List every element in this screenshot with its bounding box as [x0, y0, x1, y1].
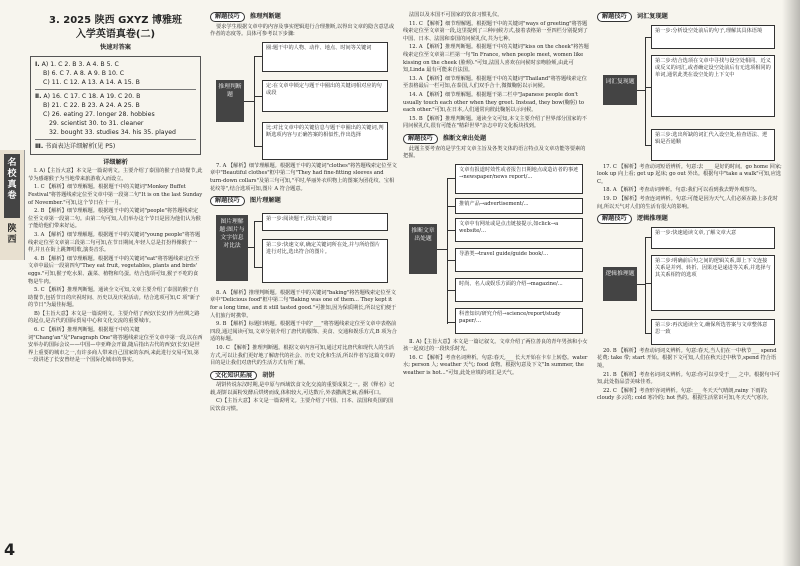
diagram-step-box: 第三步:再次通读全文,确保所选答案与文章整体意思一致: [651, 319, 775, 345]
paragraph: 要求学生根据文章中的内容及事实逻辑进行合理推断,以得出文章的隐含意思或作者的态度等。具体可参考以下步骤:: [210, 23, 395, 38]
paragraph: 13. A 【解析】细节理解题。根据题干中的关键词"Thailand"将答题线索定位至表格最后一栏可知,在泰国,人们双手合十,微微鞠躬以示问候。: [403, 75, 587, 90]
connector: [447, 230, 455, 231]
paragraph: 20. B 【解析】考查动词词义辨析。句意:春天,当人们在一中秋节___ spend 花费; take 带; start 开始。根据下文可知,人们在秋天过中秋节,spend 符合语境。: [597, 347, 777, 369]
divider: [35, 139, 196, 140]
paragraph: 17. C 【解析】考查动词短语辨析。句意:去 ___ 是好的时间。go home 回家; look up 向上看; get up 起床; go out 外出。根据句中"take a walk"可知,应选 C。: [597, 163, 782, 185]
paragraph: 2. B 【解析】细节理解题。根据题干中的关键词"people"将答题线索定位至文章第一段第二句。由第二句可知,人们举办这个节日是因为他们认为猴子能给他们带来好运。: [28, 208, 201, 230]
connector: [254, 146, 262, 147]
paragraph: C)【主旨大意】本文是一篇说明文。主要介绍了中国、日本、法国和英国的国民饮食习惯。: [210, 398, 394, 413]
paragraph: Ⅰ. A)【主旨大意】本文是一篇说明文。主要介绍了泰国的猴子自助餐节,此节为感谢猴子为当地带来旅游收入而设立。: [28, 168, 203, 182]
technique-heading: [403, 134, 590, 144]
connector: [447, 290, 455, 291]
diagram-step-box: 文章中有网址或是点击链接提示,如click→a website/...: [455, 218, 583, 242]
column-4: [597, 0, 782, 404]
diagram-step-box: 比:对比文章中的关键信息与题干中圈出的关键词,判断选项内容与正确答案的相似性,作出选择: [262, 122, 388, 160]
technique-badge: 解题技巧: [597, 12, 632, 22]
flow-diagram-logic: [597, 227, 782, 345]
connector: [447, 260, 455, 261]
paragraph: 此题主要考查的是学生对文章主旨及各类文体的语言特点及文章功能等要素的把握。: [403, 145, 586, 160]
diagram-step-box: 第二步:结合选项在文章中寻找与设空处相同、近义或反义的词汇,或者确定设空处前后有无选项相同的单词,通常此类在设空处的上下文中: [651, 55, 775, 117]
paragraph: 18. A 【解析】考查动词辨析。句意:我们可以看到我去野外观察鸟。: [603, 187, 761, 194]
answer-row: A) 16. C 17. C 18. A 19. C 20. B: [43, 92, 141, 100]
connector: [437, 249, 447, 250]
diagram-step-box: 第二步:明确前后句之间的逻辑关系,即上下文连接关系是并列、转折、因果还是递进等关系,并选择与其关系相符的选项: [651, 255, 775, 311]
technique-badge: 解题技巧: [210, 12, 245, 22]
connector: [248, 247, 254, 248]
connector: [637, 284, 645, 285]
paragraph: 法国以及本国不可国家的饮食习惯礼仪。: [409, 12, 503, 18]
diagram-step-box: 第一步:阅读题干,找出关键词: [262, 213, 388, 231]
technique-title: 词汇复现题: [636, 13, 668, 20]
connector: [447, 178, 455, 179]
technique-heading: [210, 371, 397, 381]
connector: [447, 178, 448, 324]
diagram-step-box: 第一步:分析设空处前后的句子,理解其具体语境: [651, 25, 775, 49]
connector: [254, 96, 262, 97]
column-1: [28, 0, 203, 366]
paragraph: 15. B 【解析】推理判断题。通读全文可知,本文主要介绍了世界部分国家的不同问候礼仪,很有可能在"精彩世界"杂志中的文化板块找到。: [403, 115, 587, 130]
connector: [244, 101, 254, 102]
paragraph: 1. C 【解析】细节理解题。根据题干中的关键词"Monkey Buffet Festival"将答题线索定位至文章中第一段第二句"It is on the last Sunday of November."可知,这个节日在十一月。: [28, 184, 203, 206]
paragraph: Ⅱ. A)【主旨大意】本文是一篇记叙文。文章介绍了两位善良的青年男孩和小女孩一起度过的一段快乐时光。: [403, 338, 588, 353]
answer-row: 29. scientist 30. to 31. cleaner: [49, 119, 144, 127]
answer-row: C) 11. C 12. A 13. A 14. A 15. B: [43, 78, 140, 86]
column-2: [210, 0, 397, 415]
diagram-step-box: 定:在文章中锁定与题干中圈出的关键词相对应的句或段: [262, 80, 388, 112]
connector: [254, 267, 262, 268]
diagram-step-box: 文章有报道时效性或者报告日期地点或造访者的事迹→newspaper/news report/...: [455, 164, 583, 194]
technique-badge: 解题技巧: [210, 196, 245, 206]
technique-title: 推理判断题: [249, 13, 281, 20]
page-edge-shadow: [782, 0, 800, 566]
diagram-step-box: 第二步:快速文章,确定关键词所在处,并与所给图片进行对比,选出符合的图片。: [262, 239, 388, 283]
paragraph: 3. A 【解析】细节理解题。根据题干中的关键词"young people"将答题线索定位至文章第三段第二句可知,在节日期间,年轻人总是打扮得像猴子一样,并且在街上跳舞唱歌,演奏音乐。: [28, 231, 201, 254]
flow-diagram-inference: [210, 42, 397, 160]
paragraph: 16. C 【解析】考查名词辨析。句意:春天,___ 长大开始在卡车上转悠。water 水; person 人; weather 天气; food 食物。根据句意及下文"In summer, the weather is hot..."可知,此处应填的词汇是天气。: [403, 354, 588, 377]
answer-row: A) 1. C 2. B 3. A 4. B 5. C: [41, 60, 119, 68]
paragraph: 胡饼传说东汉时期,是中原与西域饮食文化交流的重要成果之一。据《释名》记载,胡饼以面粉发酵后烘烤而成,体积较大,可达数斤,外表撒满芝麻,香酥可口。: [210, 382, 395, 396]
connector: [254, 221, 255, 267]
paragraph: 5. C 【解析】推理判断题。通读全文可知,文章主要介绍了泰国的猴子自助餐节,包括节日的庆祝时间、历史以及庆祝活动。结合选项可知,C 项"新子的节日"为最佳标题。: [28, 287, 201, 309]
connector: [254, 221, 262, 222]
flow-diagram-picture: [210, 209, 397, 287]
technique-heading: [597, 12, 782, 22]
paragraph: 21. B 【解析】考查名词词义辨析。句意:你可以享受于___ 之中。根据句中可知,此处指品尝美味佳肴。: [597, 371, 780, 386]
flow-diagram-source: [403, 164, 590, 336]
technique-heading: [597, 214, 782, 224]
paragraph: 6. C 【解析】推理判断题。根据题干中的关键词"Chang'an"及"Paragraph One"将答题线索定位至文章中第一段,以在西安举办的国际会议——中国—中亚峰会开篇,随后指出古代的西安(长安)是世界上重要的城市之一,有许多商人带来自己国家的东西,来此进行交易可知,第一段讲述了长安曾经是一个国际化城市的事实。: [28, 327, 203, 364]
answer-row: B) 21. C 22. B 23. A 24. A 25. B: [43, 101, 140, 109]
paragraph: 9. B 【解析】标题归纳题。根据题干中的"___"将答题线索定位至文章中表格前四段,通过阅读可知,文章分别介绍了唐代的服饰、美食、交通和娱乐方式,B 项为合适的标题。: [210, 321, 397, 343]
diagram-step-box: 科普知识/研究介绍→science/report/study paper/...: [455, 308, 583, 334]
technique-title: 图片理解题: [249, 197, 281, 205]
side-tab-bottom: 陕西: [7, 224, 17, 245]
connector: [645, 237, 646, 333]
paragraph: 10. C 【解析】推理判断题。根据文章内容可知,通过对比唐代和现代人的生活方式,可以让我们更好地了解唐代的社会、历史文化和生活,所以作者写这篇文章的目的是让我们对唐代的生活方式有所了解。: [210, 344, 395, 367]
connector: [254, 56, 262, 57]
technique-badge: 解题技巧: [597, 214, 632, 224]
detailed-explanation-heading: 详细解析: [103, 158, 128, 166]
side-tab-top: 名校真卷: [4, 154, 20, 218]
column-3: [403, 0, 590, 379]
diagram-step-box: 推销产品→advertisement/...: [455, 198, 583, 214]
connector: [447, 322, 455, 323]
technique-title: 逻辑推理题: [636, 215, 668, 223]
sec3-label: Ⅲ.: [35, 142, 44, 150]
answer-row: 书面表达详细解析(见 P5): [45, 142, 116, 150]
technique-badge: 文化知识拓展: [210, 371, 257, 381]
sec2-label: Ⅱ.: [35, 92, 42, 100]
paragraph: 12. A 【解析】推理判断题。根据题干中的关键词"kiss on the cheek"将答题线索定位至文章第三栏第一句"In France, when people meet, women like kissing on the cheek (脸颊)."可知,法国人喜欢在问候时亲吻脸颊,由此可知,Linda 最有可能来自法国。: [403, 44, 589, 74]
diagram-step-box: 第一步:快速通读文章,了解文章大意: [651, 227, 775, 249]
answer-row: C) 26. eating 27. longer 28. hobbies: [43, 110, 155, 118]
connector: [645, 37, 646, 145]
diagram-label: 词汇复现题: [603, 75, 637, 105]
paragraph: 8. A 【解析】推理判断题。根据题干中的关键词"baking"将答题线索定位至文章中"Delicious food"框中第二句"Baking was one of them... They kept it for a long time, and it still tasted good."可推知,因为保质期长,所以它们便于人们旅行时携带。: [210, 289, 397, 319]
paragraph: 11. C 【解析】细节理解题。根据题干中的关键词"ways of greeting"将答题线索定位至文章第一段,这里提到了三种问候方式,接着表格第一至四栏分别提到了中国、日本、法国和泰国的问候礼仪,共为七种。: [403, 20, 588, 42]
side-tab: [0, 150, 25, 260]
diagram-label: 推理判断题: [216, 80, 244, 122]
technique-badge: 解题技巧: [403, 134, 438, 144]
technique-heading: [210, 12, 397, 22]
technique-heading: [210, 196, 397, 206]
diagram-step-box: 导游类→travel guide/guide book/...: [455, 248, 583, 272]
connector: [254, 56, 255, 146]
paragraph: 14. A 【解析】细节理解题。根据题干第二栏中"Japanese people don't usually touch each other when they greet. Instead, they bow(鞠躬) to each other."可知,在日本,人们通常向彼此鞠躬以示问候。: [403, 91, 584, 114]
diagram-step-box: 第三步:选出所缺的词汇代入设空处,检查语法、逻辑是否通顺: [651, 129, 775, 161]
answer-row: B) 6. C 7. A 8. A 9. B 10. C: [43, 69, 125, 77]
technique-title: 胡饼: [262, 371, 275, 379]
exam-title-line2: 入学英语真卷(二): [75, 29, 156, 40]
technique-title: 推断文章出处题: [442, 134, 487, 142]
page-number: 4: [4, 540, 16, 559]
flow-diagram-vocab: [597, 25, 782, 161]
sec1-label: Ⅰ.: [35, 60, 40, 68]
diagram-step-box: 时尚、名人或娱乐方面的介绍→magazine/...: [455, 278, 583, 302]
answer-key-box: [30, 56, 201, 155]
paragraph: 4. B 【解析】细节理解题。根据题干中的关键词"eat"将答题线索定位至文章中最后一段第四句"They eat fruit, vegetables, plants and birds' eggs."可知,猴子吃水果、蔬菜、植物和鸟蛋。结合选项可知,猴子不吃的食物是牛肉。: [28, 255, 200, 285]
connector: [447, 206, 455, 207]
diagram-step-box: 圈:题干中的人物、动作、地点、时间等关键词: [262, 42, 388, 72]
paragraph: B)【主旨大意】本文是一篇说明文。主要介绍了西安(长安)作为丝绸之路的起点,是古代的国际贸易中心和文化交流的重要城市。: [28, 310, 200, 325]
divider: [35, 89, 196, 90]
paragraph: 22. C 【解析】考查形容词辨析。句意:___ 冬天天气晴朗,rainy 下雨的; cloudy 多云的; cold 寒冷的; hot 热的。根据生活常识可知,冬天天气寒冷。: [597, 387, 772, 402]
answer-row: 32. bought 33. studies 34. his 35. played: [49, 128, 176, 136]
diagram-label: 图片理解题:图片与文字信息对比法: [216, 215, 248, 281]
quick-answers-heading: 快速对答案: [100, 44, 131, 51]
paragraph: 19. D 【解析】考查连词辨析。句意:可能是因为天气,人们必须在路上多花时间,所以天气对人们的生活有很大的影响。: [597, 195, 778, 210]
connector: [637, 90, 645, 91]
exam-title-line1: 3. 2025 陕西 GXYZ 博雅班: [49, 15, 182, 26]
diagram-label: 推断文章出处题: [409, 224, 437, 274]
paragraph: 7. A 【解析】细节理解题。根据题干中的关键词"clothes"将答题线索定位至文章中"Beautiful clothes"框中第二句"They had fine-fitting sleeves and turn-down collars"及第三句可知,"平时,华丽外衣织物上的图案为团花纹、宝相花纹等",结合选项可知,图片 A 符合题意。: [210, 162, 397, 192]
diagram-label: 逻辑推理题: [603, 267, 637, 301]
